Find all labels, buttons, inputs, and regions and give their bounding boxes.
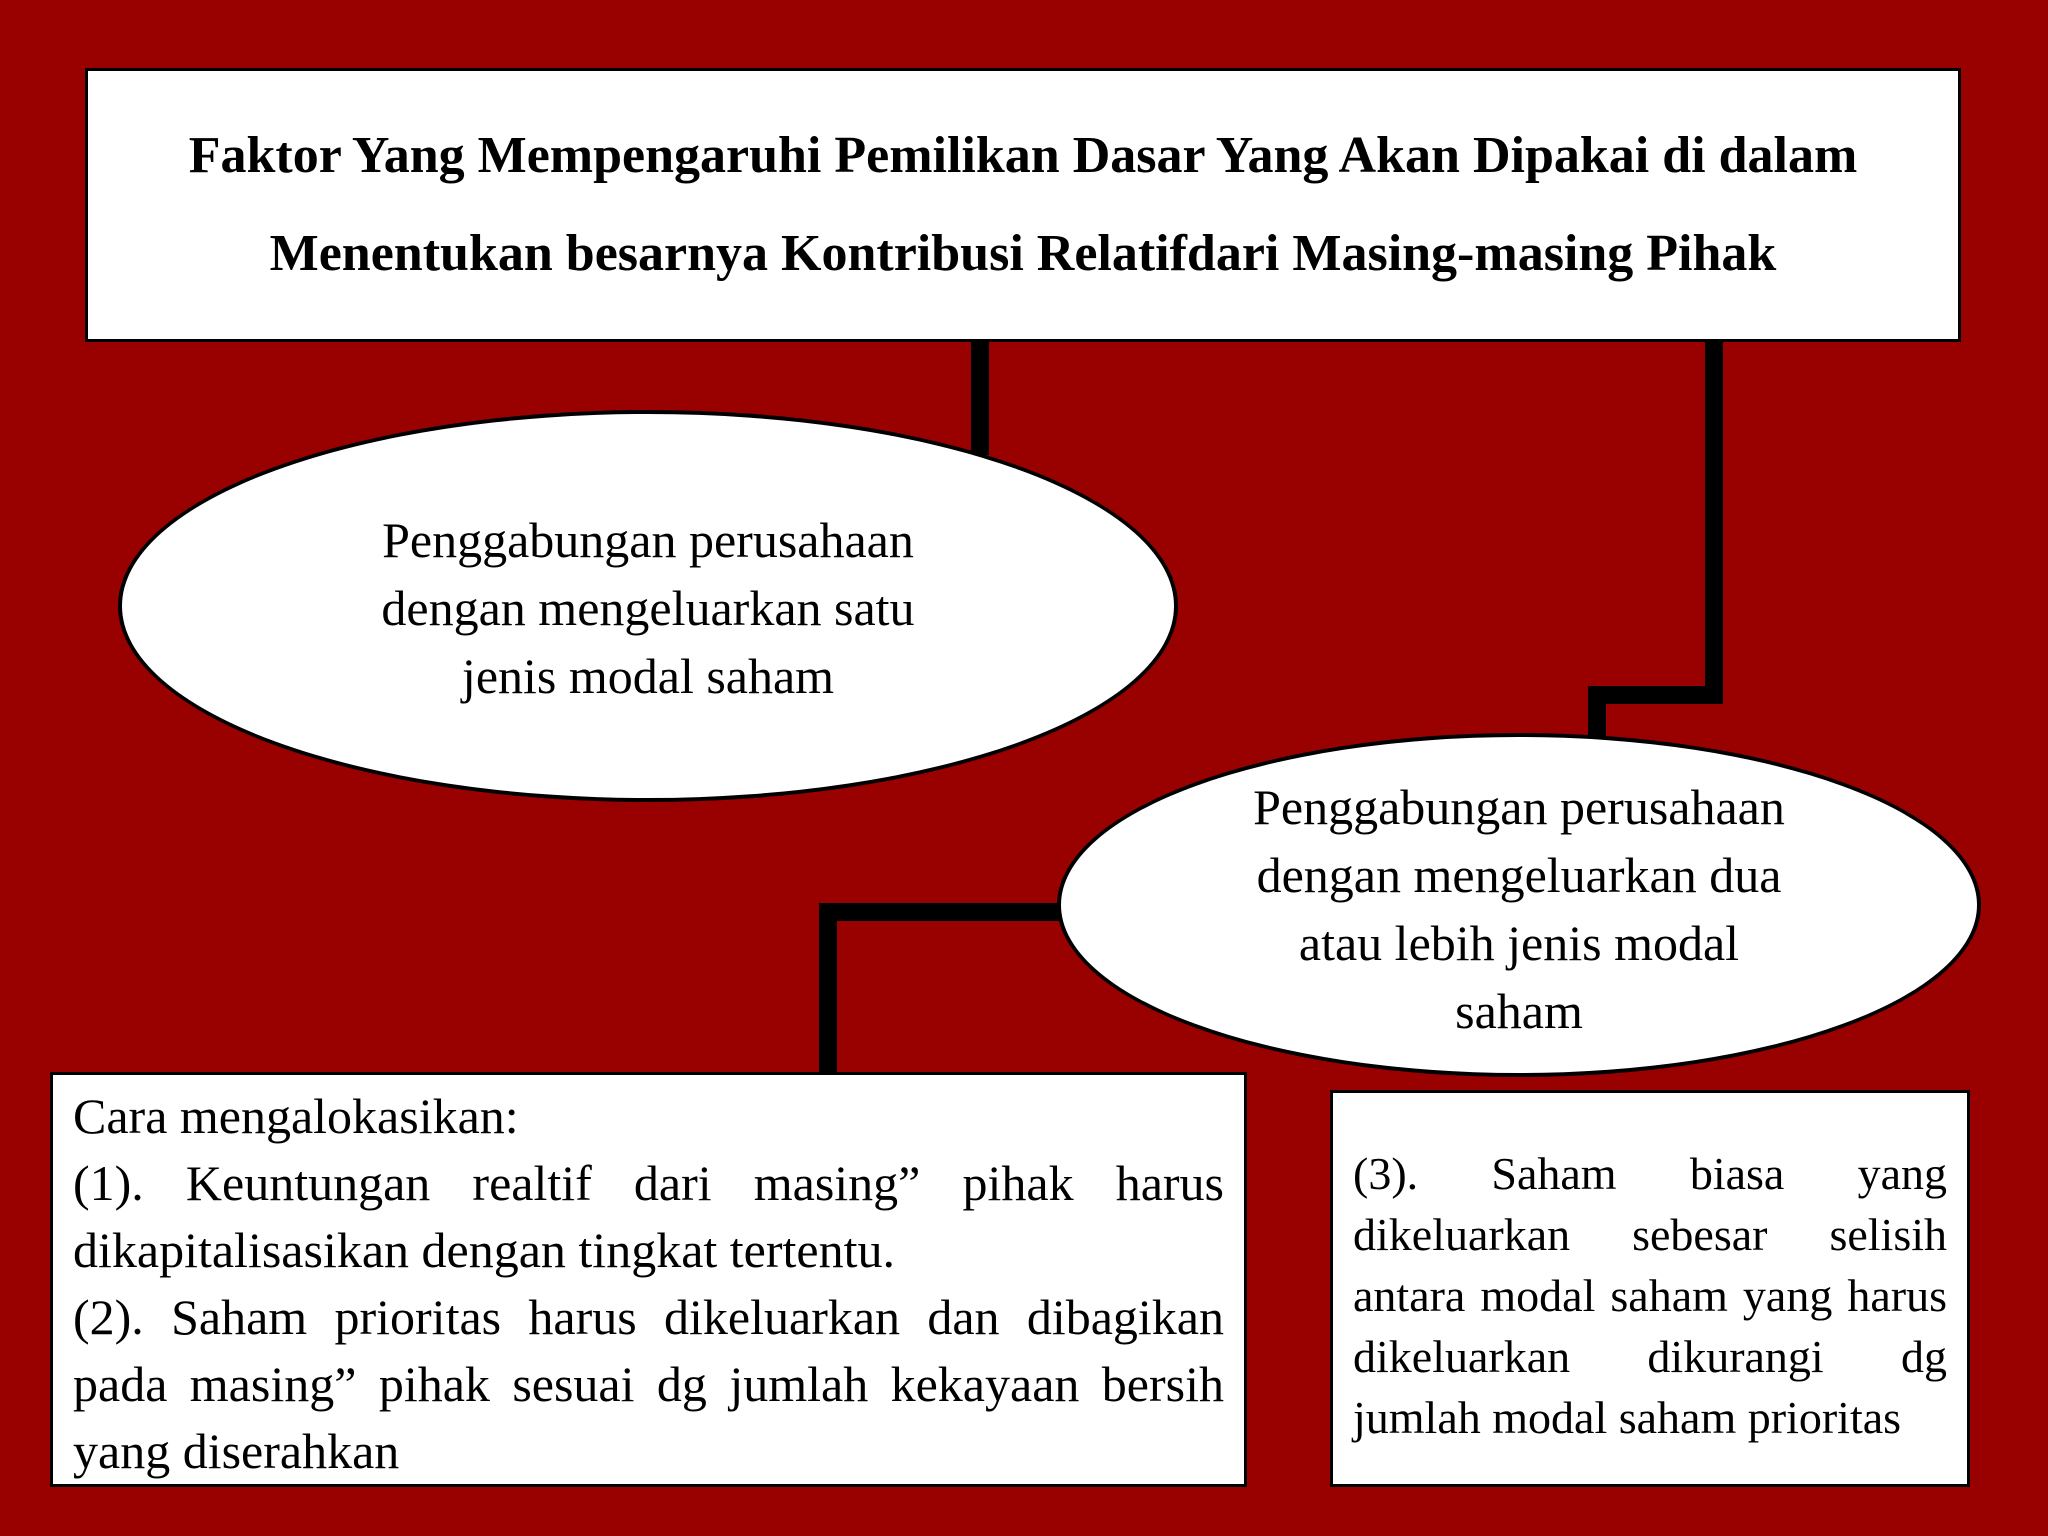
allocation-heading: Cara mengalokasikan: [73,1088,519,1144]
allocation-method-box [50,1072,1247,1487]
connector-title-to-oval-two [1597,340,1714,745]
oval-two-line-2: dengan mengeluarkan dua [1256,847,1782,903]
oval-two-line-1: Penggabungan perusahaan [1253,779,1785,835]
allocation-item-3: (3). Saham biasa yang dikeluarkan sebesar selisih antara modal saham yang harus dikeluarkan dikurangi dg jumlah modal saham prioritas [1353,1148,1947,1443]
allocation-item-2: (2). Saham prioritas harus dikeluarkan dan dibagikan pada masing” pihak sesuai dg jumlah kekayaan bersih yang diserahkan [73,1289,1224,1479]
oval-two-line-3: atau lebih jenis modal [1298,915,1740,971]
oval-two-line-4: saham [1455,983,1583,1039]
connector-oval-two-to-left-box [828,912,1060,1074]
oval-multiple-share-types [1057,733,1981,1077]
oval-one-line-3: jenis modal saham [461,648,835,704]
common-stock-box [1330,1090,1970,1487]
title-box [85,68,1961,342]
oval-single-share-type [118,410,1178,802]
allocation-item-1: (1). Keuntungan realtif dari masing” pihak harus dikapitalisasikan dengan tingkat tertentu. [73,1155,1224,1278]
oval-one-line-2: dengan mengeluarkan satu [381,580,915,636]
oval-one-line-1: Penggabungan perusahaan [382,512,914,568]
title-line-1: Faktor Yang Mempengaruhi Pemilikan Dasar Yang Akan Dipakai di dalam [188,127,1858,184]
title-line-2: Menentukan besarnya Kontribusi Relatifdari Masing-masing Pihak [269,225,1777,282]
